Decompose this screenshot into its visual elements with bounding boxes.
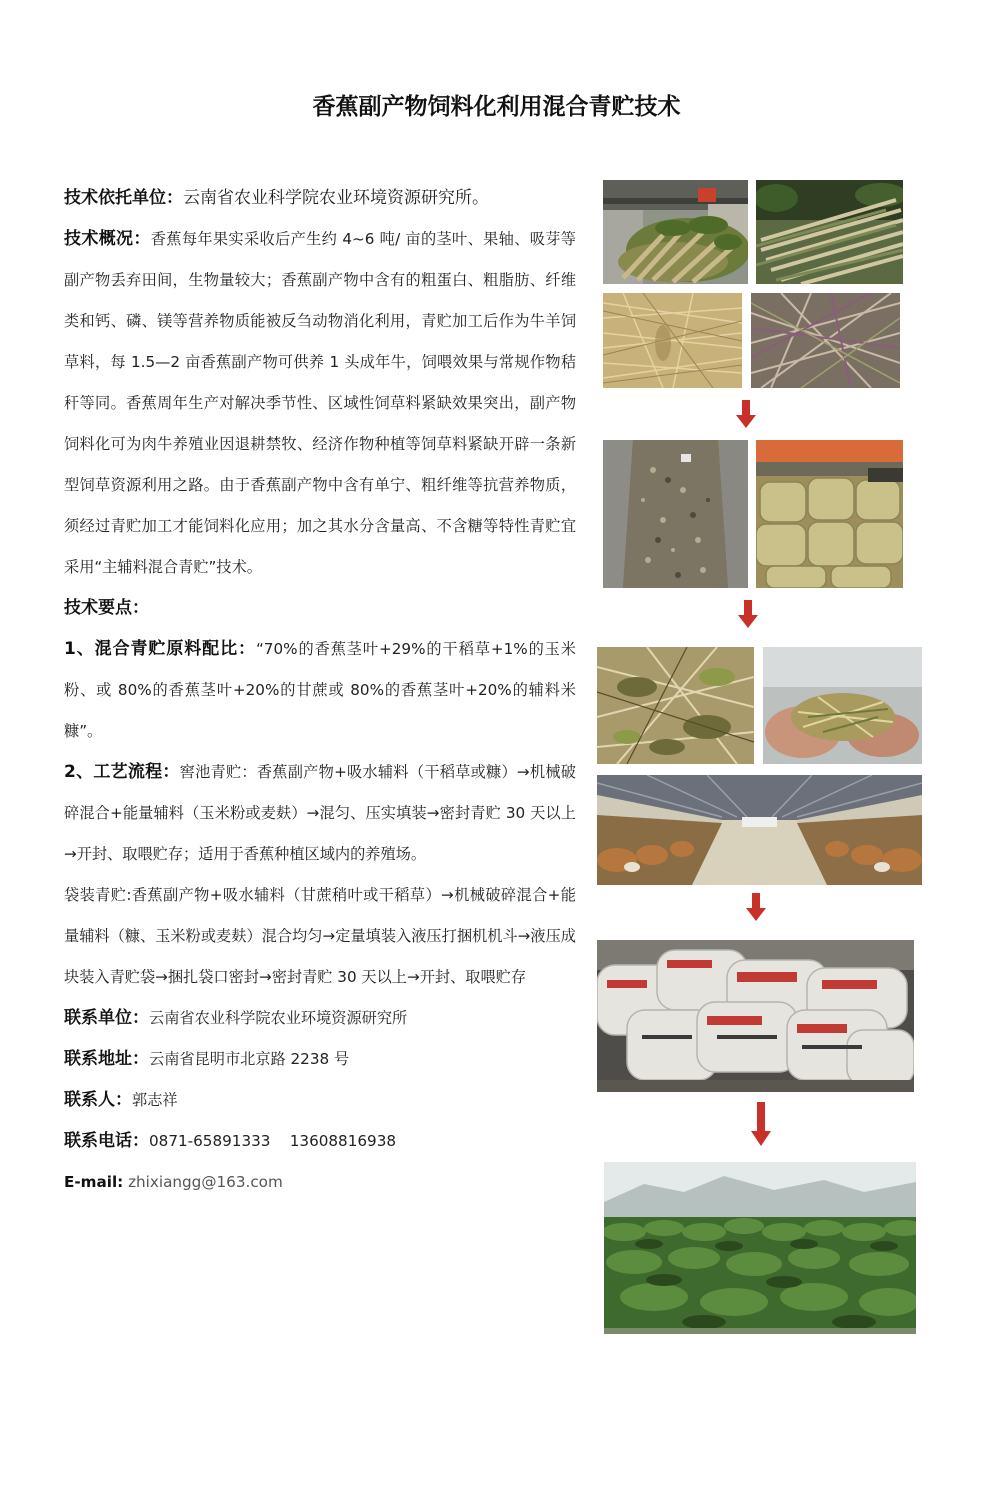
contact-unit-value: 云南省农业科学院农业环境资源研究所 — [149, 1009, 408, 1027]
bag-silage-paragraph — [64, 875, 576, 998]
photo-cattle-barn — [597, 775, 922, 885]
overview-paragraph — [64, 219, 576, 588]
contact-phone-label: 联系电话： — [64, 1131, 149, 1151]
point2-label: 2、工艺流程： — [64, 762, 180, 782]
photo-fertilizer-bags — [597, 940, 914, 1092]
photo-dry-straw — [603, 293, 742, 388]
key-points-heading — [64, 588, 576, 629]
process-arrow-3 — [746, 893, 766, 921]
contact-unit-label: 联系单位： — [64, 1008, 149, 1028]
photo-banana-plantation — [604, 1162, 916, 1334]
contact-person-value: 郭志祥 — [132, 1091, 178, 1109]
contact-address — [64, 1039, 576, 1080]
contact-phone — [64, 1121, 576, 1162]
contact-phone-value: 0871-65891333 13608816938 — [149, 1132, 397, 1150]
point2-paragraph — [64, 752, 576, 875]
unit-label: 技术依托单位： — [64, 188, 183, 208]
contact-email — [64, 1162, 576, 1203]
page-title: 香蕉副产物饲料化利用混合青贮技术 — [312, 94, 681, 120]
point1-text: “70%的香蕉茎叶+29%的干稻草+1%的玉米粉、或 80%的香蕉茎叶+20%的甘蔗或 80%的香蕉茎叶+20%的辅料米糠”。 — [64, 640, 576, 740]
point1-label: 1、混合青贮原料配比： — [64, 639, 256, 659]
bag-silage-text: 袋装青贮:香蕉副产物+吸水辅料（甘蔗稍叶或干稻草）→机械破碎混合+能量辅料（糠、玉米粉或麦麸）混合均匀→定量填装入液压打捆机机斗→液压成块装入青贮袋→捆扎袋口密封→密封青贮 30 天以上→开封、取喂贮存 — [64, 886, 576, 986]
photo-silage-pit — [603, 440, 748, 588]
contact-address-value: 云南省昆明市北京路 2238 号 — [149, 1050, 350, 1068]
process-arrow-4 — [751, 1102, 771, 1146]
photo-banana-stems-field — [756, 180, 903, 284]
unit-value: 云南省农业科学院农业环境资源研究所。 — [183, 188, 489, 208]
contact-email-label: E-mail: — [64, 1173, 124, 1191]
contact-person-label: 联系人： — [64, 1090, 132, 1110]
photo-silage-in-hands — [763, 647, 922, 764]
photo-sugarcane-tops — [751, 293, 900, 388]
process-arrow-1 — [736, 400, 756, 428]
contact-address-label: 联系地址： — [64, 1049, 149, 1069]
point2-text: 窖池青贮：香蕉副产物+吸水辅料（干稻草或糠）→机械破碎混合+能量辅料（玉米粉或麦麸）→混匀、压实填装→密封青贮 30 天以上→开封、取喂贮存；适用于香蕉种植区域内的养殖场。 — [64, 763, 576, 863]
contact-unit — [64, 998, 576, 1039]
unit-paragraph — [64, 178, 576, 219]
text-column — [64, 178, 576, 1203]
point1-paragraph — [64, 629, 576, 752]
contact-email-value: zhixiangg@163.com — [123, 1173, 283, 1191]
overview-text: 香蕉每年果实采收后产生约 4~6 吨/ 亩的茎叶、果轴、吸芽等副产物丢弃田间，生物量较大；香蕉副产物中含有的粗蛋白、粗脂肪、纤维类和钙、磷、镁等营养物质能被反刍动物消化利用，青贮加工后作为牛羊饲草料，每 1.5—2 亩香蕉副产物可供养 1 头成年牛，饲喂效果与常规作物秸秆等同。香蕉周年生产对解决季节性、区域性饲草料紧缺效果突出，副产物饲料化可为肉牛养殖业因退耕禁牧、经济作物种植等饲草料紧缺开辟一条新型饲草资源利用之路。由于香蕉副产物中含有单宁、粗纤维等抗营养物质，须经过青贮加工才能饲料化应用；加之其水分含量高、不含糖等特性青贮宜采用“主辅料混合青贮”技术。 — [64, 230, 576, 576]
process-arrow-2 — [738, 600, 758, 628]
photo-mixed-silage — [597, 647, 754, 764]
photo-silage-bags — [756, 440, 903, 588]
photo-banana-stems-pile — [603, 180, 748, 284]
key-points-label: 技术要点： — [64, 598, 149, 618]
overview-label: 技术概况： — [64, 229, 151, 249]
contact-person — [64, 1080, 576, 1121]
